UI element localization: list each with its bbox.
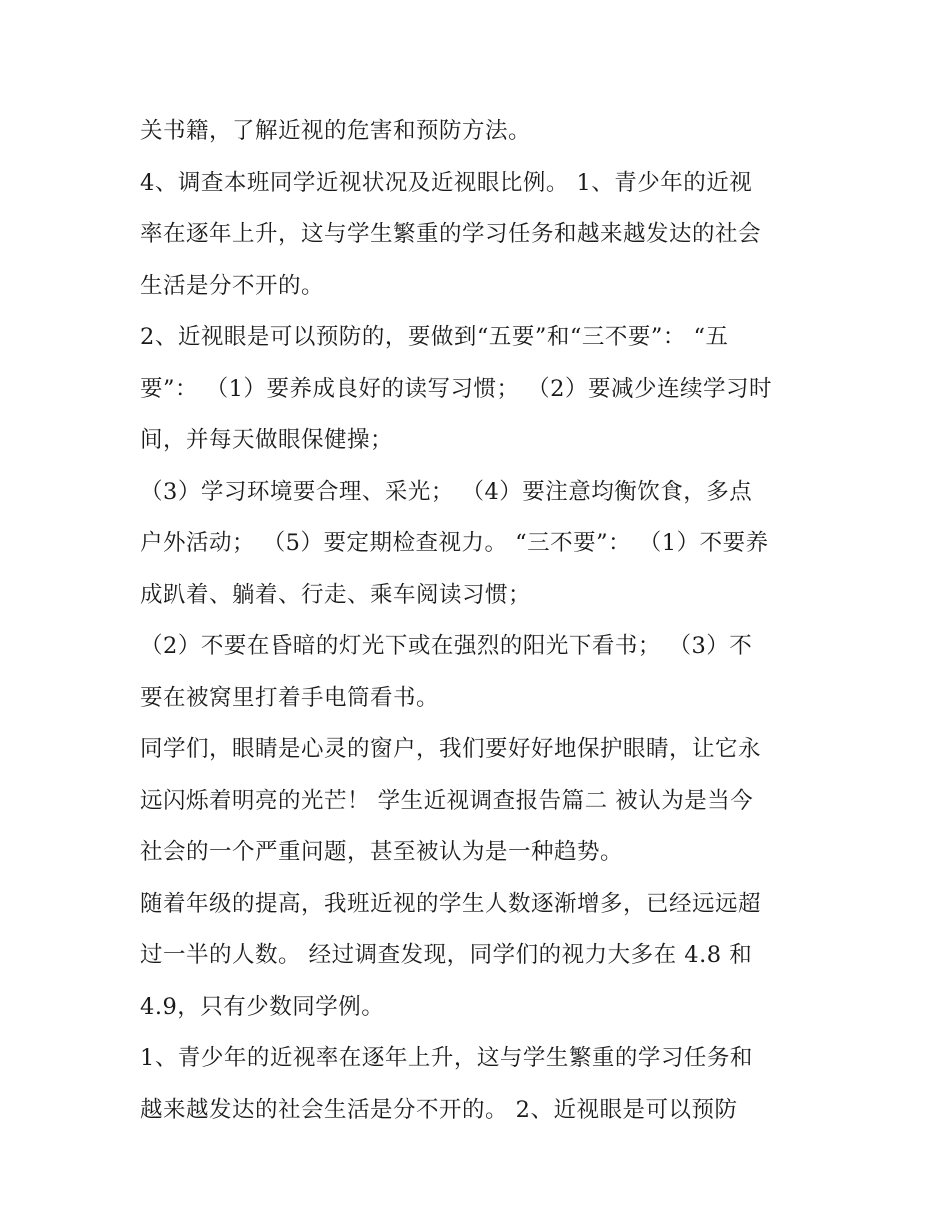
text-line: 过一半的人数。 经过调查发现，同学们的视力大多在 4.8 和: [140, 942, 753, 968]
text-line: 成趴着、躺着、行走、乘车阅读习惯；: [140, 581, 532, 608]
text-line: 4、调查本班同学近视状况及近视眼比例。 1、青少年的近视: [140, 169, 753, 196]
text-line: 4.9，只有少数同学例。: [140, 993, 385, 1020]
text-line: 远闪烁着明亮的光芒！ 学生近视调查报告篇二 被认为是当今: [140, 787, 754, 814]
text-line: （2）不要在昏暗的灯光下或在强烈的阳光下看书； （3）不: [140, 633, 753, 659]
text-line: 2、近视眼是可以预防的，要做到“五要”和“三不要”： “五: [140, 324, 729, 350]
text-line: 同学们，眼睛是心灵的窗户，我们要好好地保护眼睛，让它永: [140, 736, 762, 762]
text-line: 要在被窝里打着手电筒看书。: [140, 684, 440, 711]
text-line: 率在逐年上升，这与学生繁重的学习任务和越来越发达的社会: [140, 221, 762, 247]
text-line: 户外活动； （5）要定期检查视力。 “三不要”： （1）不要养: [140, 530, 769, 556]
text-line: 1、青少年的近视率在逐年上升，这与学生繁重的学习任务和: [140, 1045, 753, 1071]
text-line: 社会的一个严重问题，甚至被认为是一种趋势。: [140, 839, 624, 865]
document-body: [140, 106, 820, 1136]
text-line: 关书籍，了解近视的危害和预防方法。: [140, 118, 532, 144]
text-line: 越来越发达的社会生活是分不开的。 2、近视眼是可以预防: [140, 1096, 738, 1123]
text-line: 要”： （1）要养成良好的读写习惯； （2）要减少连续学习时: [140, 375, 772, 402]
text-line: 随着年级的提高，我班近视的学生人数逐渐增多，已经远远超: [140, 890, 762, 917]
text-line: 生活是分不开的。: [140, 272, 325, 299]
text-line: 间，并每天做眼保健操；: [140, 427, 394, 453]
text-line: （3）学习环境要合理、采光； （4）要注意均衡饮食，多点: [140, 478, 753, 505]
